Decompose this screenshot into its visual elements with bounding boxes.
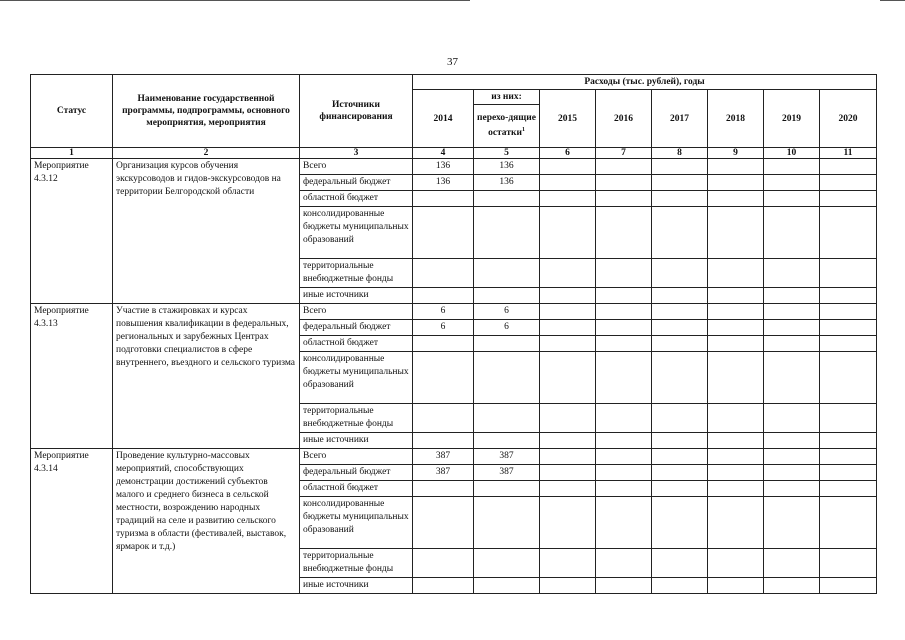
source-cell: иные источники	[300, 288, 413, 304]
measure-name: Проведение культурно-массовых мероприятий, способствующих демонстрации достижений субъектов малого и среднего бизнеса в сельской местности, возрождению народных традиций на селе и развитию сельского туризма в области (фестивалей, выставок, ярмарок и т.д.)	[113, 449, 300, 594]
column-number: 9	[708, 148, 764, 159]
source-cell: федеральный бюджет	[300, 465, 413, 481]
source-cell: территориальные внебюджетные фонды	[300, 549, 413, 578]
header-name: Наименование государственной программы, подпрограммы, основного мероприятия, мероприятия	[113, 75, 300, 148]
source-cell: иные источники	[300, 433, 413, 449]
column-number: 5	[474, 148, 540, 159]
source-cell: консолидированные бюджеты муниципальных образований	[300, 207, 413, 259]
column-number: 2	[113, 148, 300, 159]
header-year-2020: 2020	[820, 90, 877, 148]
source-cell: территориальные внебюджетные фонды	[300, 259, 413, 288]
column-number: 3	[300, 148, 413, 159]
source-cell: территориальные внебюджетные фонды	[300, 404, 413, 433]
scan-artifact-line	[880, 0, 905, 1]
table-row	[31, 159, 877, 175]
header-year-2017: 2017	[652, 90, 708, 148]
source-cell: федеральный бюджет	[300, 175, 413, 191]
column-number: 7	[596, 148, 652, 159]
value-2014: 6	[413, 304, 474, 320]
column-numbers-row	[31, 148, 877, 159]
source-cell: Всего	[300, 304, 413, 320]
header-year-2018: 2018	[708, 90, 764, 148]
source-cell: консолидированные бюджеты муниципальных образований	[300, 497, 413, 549]
measure-status: Мероприятие 4.3.12	[31, 159, 113, 304]
column-number: 4	[413, 148, 474, 159]
value-2014: 136	[413, 175, 474, 191]
source-cell: консолидированные бюджеты муниципальных образований	[300, 352, 413, 404]
header-expenses: Расходы (тыс. рублей), годы	[413, 75, 877, 90]
column-number: 1	[31, 148, 113, 159]
column-number: 11	[820, 148, 877, 159]
measure-block	[31, 159, 877, 304]
header-carryover-text: перехо-дящие остатки	[477, 113, 536, 139]
table-row	[31, 304, 877, 320]
column-number: 8	[652, 148, 708, 159]
measure-status: Мероприятие 4.3.14	[31, 449, 113, 594]
value-carryover: 6	[474, 320, 540, 336]
value-carryover: 136	[474, 175, 540, 191]
scan-artifact-line	[0, 0, 470, 1]
value-2014: 6	[413, 320, 474, 336]
footnote-mark: 1	[521, 127, 525, 134]
measure-block	[31, 449, 877, 594]
column-number: 10	[764, 148, 820, 159]
column-number: 6	[540, 148, 596, 159]
source-cell: Всего	[300, 159, 413, 175]
header-year-2019: 2019	[764, 90, 820, 148]
header-year-2016: 2016	[596, 90, 652, 148]
header-status: Статус	[31, 75, 113, 148]
budget-table	[30, 74, 877, 594]
measure-status: Мероприятие 4.3.13	[31, 304, 113, 449]
value-carryover: 387	[474, 465, 540, 481]
source-cell: Всего	[300, 449, 413, 465]
table-row	[31, 449, 877, 465]
source-cell: областной бюджет	[300, 191, 413, 207]
source-cell: федеральный бюджет	[300, 320, 413, 336]
value-2014: 387	[413, 449, 474, 465]
header-carryover	[474, 105, 540, 148]
value-carryover: 136	[474, 159, 540, 175]
value-carryover: 387	[474, 449, 540, 465]
measure-name: Участие в стажировках и курсах повышения квалификации в федеральных, региональных и зарубежных Центрах подготовки специалистов в сфере внутреннего, въездного и сельского туризма	[113, 304, 300, 449]
header-year-2014: 2014	[413, 90, 474, 148]
source-cell: областной бюджет	[300, 336, 413, 352]
measure-block	[31, 304, 877, 449]
page-number: 37	[447, 56, 458, 68]
value-2014: 387	[413, 465, 474, 481]
value-carryover: 6	[474, 304, 540, 320]
source-cell: областной бюджет	[300, 481, 413, 497]
header-year-2015: 2015	[540, 90, 596, 148]
header-of-which: из них:	[474, 90, 540, 105]
header-sources: Источники финансирования	[300, 75, 413, 148]
measure-name: Организация курсов обучения экскурсоводов и гидов-экскурсоводов на территории Белгородской области	[113, 159, 300, 304]
source-cell: иные источники	[300, 578, 413, 594]
value-2014: 136	[413, 159, 474, 175]
